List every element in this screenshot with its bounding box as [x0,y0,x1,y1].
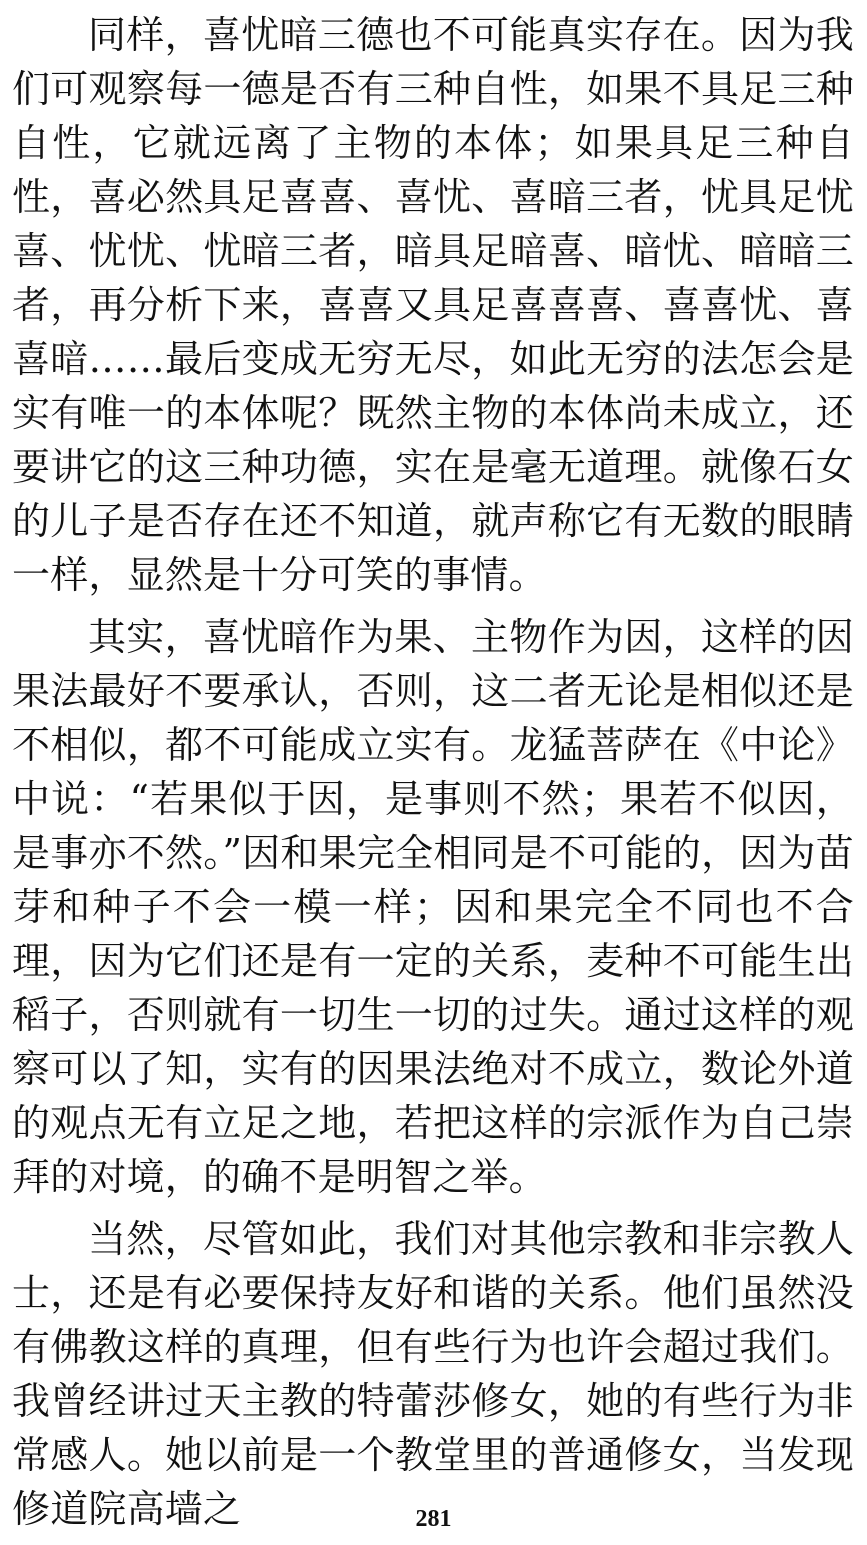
paragraph-1: 同样，喜忧暗三德也不可能真实存在。因为我们可观察每一德是否有三种自性，如果不具足三种自性，它就远离了主物的本体；如果具足三种自性，喜必然具足喜喜、喜忧、喜暗三者，忧具足忧喜、忧忧、忧暗三者，暗具足暗喜、暗忧、暗暗三者，再分析下来，喜喜又具足喜喜喜、喜喜忧、喜喜暗……最后变成无穷无尽，如此无穷的法怎会是实有唯一的本体呢？既然主物的本体尚未成立，还要讲它的这三种功德，实在是毫无道理。就像石女的儿子是否存在还不知道，就声称它有无数的眼睛一样，显然是十分可笑的事情。 [12,13,854,597]
paragraph-3: 当然，尽管如此，我们对其他宗教和非宗教人士，还是有必要保持友好和谐的关系。他们虽然没有佛教这样的真理，但有些行为也许会超过我们。我曾经讲过天主教的特蕾莎修女，她的有些行为非常感人。她以前是一个教堂里的普通修女，当发现修道院高墙之 [12,1217,854,1531]
page-number: 281 [415,1506,452,1532]
document-body [12,8,854,1536]
paragraph-2: 其实，喜忧暗作为果、主物作为因，这样的因果法最好不要承认，否则，这二者无论是相似还是不相似，都不可能成立实有。龙猛菩萨在《中论》中说：“若果似于因，是事则不然；果若不似因，是事亦不然。”因和果完全相同是不可能的，因为苗芽和种子不会一模一样；因和果完全不同也不合理，因为它们还是有一定的关系，麦种不可能生出稻子，否则就有一切生一切的过失。通过这样的观察可以了知，实有的因果法绝对不成立，数论外道的观点无有立足之地，若把这样的宗派作为自己崇拜的对境，的确不是明智之举。 [12,615,854,1199]
